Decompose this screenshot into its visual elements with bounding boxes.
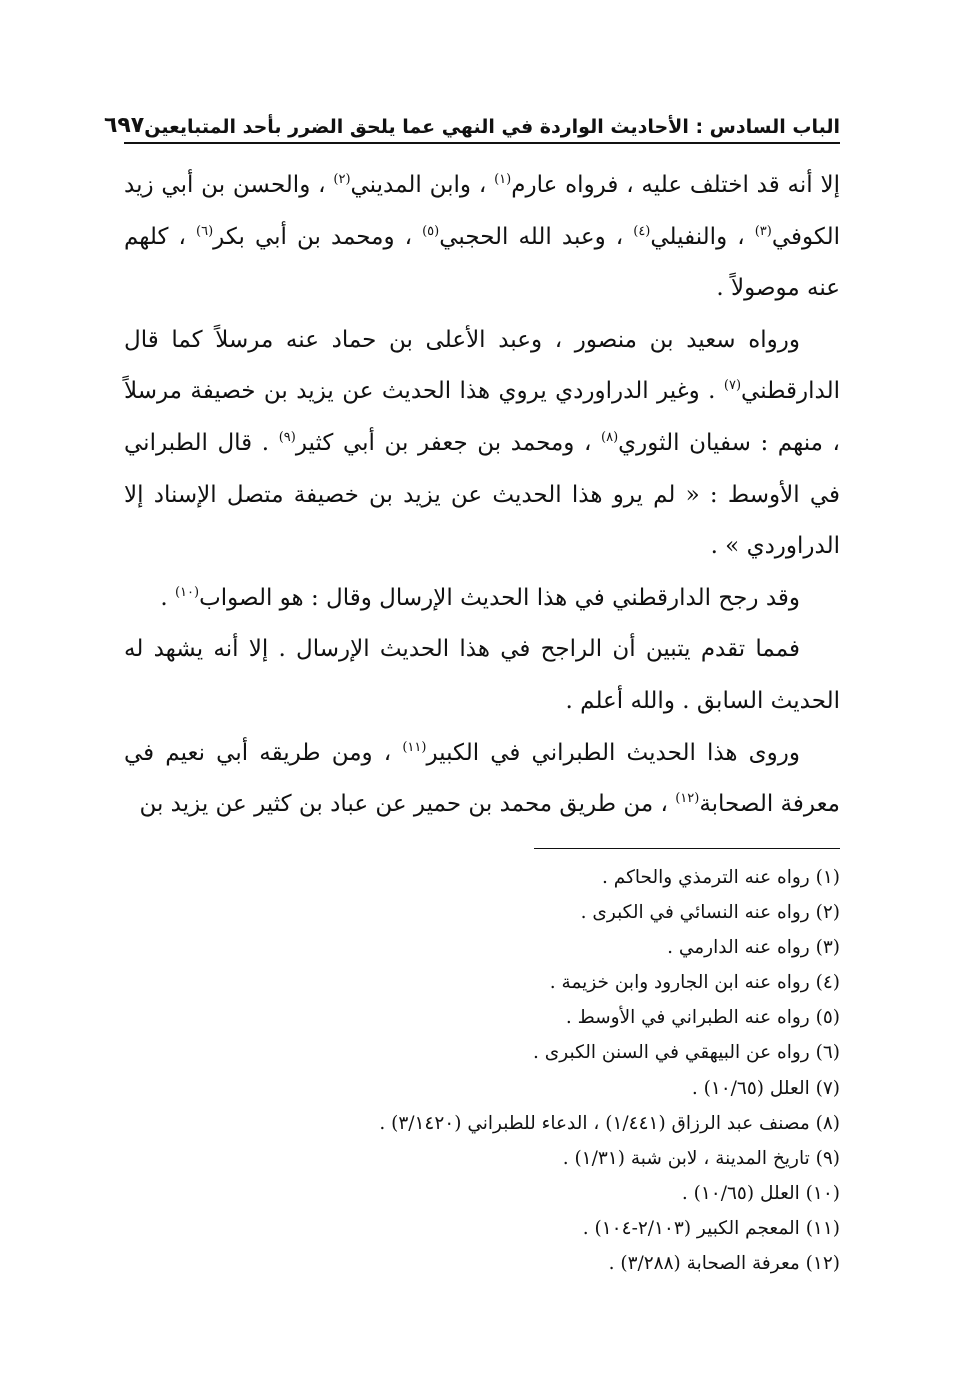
footnote-item: (٧) العلل (١٠/٦٥) . <box>691 1077 840 1099</box>
footnote-ref-8: (٨) <box>601 429 619 445</box>
text-run: ورواه سعيد بن منصور ، وعبد الأعلى بن حماد عنه مرسلاً كما قال الدارقطني <box>124 326 840 405</box>
text-run: ، وعبد الله الحجبي <box>439 223 634 250</box>
paragraph-5 <box>124 728 840 831</box>
text-run: ، ومن طريقه أبي نعيم في معرفة الصحابة <box>124 739 840 818</box>
text-run: إلا أنه قد اختلف عليه ، فرواه عارم <box>511 172 840 198</box>
footnote-item: (٢) رواه عنه النسائي في الكبرى . <box>580 902 840 924</box>
page-number: ٦٩٧ <box>103 113 145 138</box>
footnote-separator <box>534 848 840 849</box>
footnote-ref-7: (٧) <box>723 378 742 394</box>
footnote-ref-5: (٥) <box>422 223 440 239</box>
text-run: ، ومحمد بن أبي بكر <box>213 223 423 250</box>
footnote-ref-1: (١) <box>494 172 512 187</box>
footnote-ref-11: (١١) <box>402 739 427 755</box>
paragraph-2 <box>124 315 840 573</box>
text-run: ، والنفيلي <box>650 223 755 250</box>
footnotes-list <box>124 860 840 1281</box>
footnote-item: (٥) رواه عنه الطبراني في الأوسط . <box>565 1007 840 1029</box>
text-run: ، من طريق محمد بن حمير عن عباد بن كثير عن يزيد بن <box>139 791 676 818</box>
running-header <box>103 104 840 144</box>
footnote-item: (٨) مصنف عبد الرزاق (١/٤٤١) ، الدعاء للطبراني (٣/١٤٢٠) . <box>379 1112 840 1134</box>
chapter-title: الباب السادس : الأحاديث الواردة في النهي عما يلحق الضرر بأحد المتبايعين <box>144 116 840 138</box>
paragraph-3 <box>124 573 840 625</box>
text-run: ، والحسن بن أبي زيد الكوفي <box>124 172 840 250</box>
text-run: . <box>160 584 175 611</box>
footnote-item: (١٢) معرفة الصحابة (٣/٢٨٨) . <box>608 1253 840 1275</box>
text-run: ، كلهم عنه موصولاً . <box>124 223 840 302</box>
text-run: ، ومحمد بن جعفر بن أبي كثير <box>295 429 602 456</box>
footnote-item: (٤) رواه عنه ابن الجارود وابن خزيمة . <box>549 972 840 994</box>
footnote-item: (١٠) العلل (١٠/٦٥) . <box>681 1182 840 1204</box>
main-text <box>124 160 840 831</box>
footnote-ref-9: (٩) <box>278 429 296 445</box>
paragraph-1 <box>124 160 840 315</box>
footnote-item: (١) رواه عنه الترمذي والحاكم . <box>602 867 840 888</box>
footnote-ref-4: (٤) <box>633 223 651 239</box>
text-run: . قال الطبراني في الأوسط : « لم يرو هذا الحديث عن يزيد بن خصيفة متصل الإسناد إلا الدراوردي » . <box>124 429 840 560</box>
footnote-ref-3: (٣) <box>754 223 772 239</box>
text-run: ، وابن المديني <box>350 172 495 198</box>
text-run: وروى هذا الحديث الطبراني في الكبير <box>426 739 800 766</box>
footnote-item: (٣) رواه عنه الدارمي . <box>667 937 840 959</box>
footnote-item: (٦) رواه عن البيهقي في السنن الكبرى . <box>533 1042 840 1064</box>
footnote-ref-6: (٦) <box>196 223 214 239</box>
text-run: فمما تقدم يتبين أن الراجح في هذا الحديث الإرسال . إلا أنه يشهد له الحديث السابق . والله أعلم . <box>124 636 840 714</box>
footnote-item: (١١) المعجم الكبير (٢/١٠٣-١٠٤) . <box>582 1217 840 1239</box>
footnote-ref-10: (١٠) <box>174 584 200 600</box>
footnote-ref-2: (٢) <box>333 172 351 187</box>
text-run: . وغير الدراوردي يروي هذا الحديث عن يزيد بن خصيفة مرسلاً ، منهم : سفيان الثوري <box>124 378 840 456</box>
text-run: وقد رجح الدارقطني في هذا الحديث الإرسال وقال : هو الصواب <box>199 584 800 611</box>
paragraph-4 <box>124 624 840 727</box>
footnote-item: (٩) تاريخ المدينة ، لابن شبة (١/٣١) . <box>562 1147 840 1169</box>
footnote-ref-12: (١٢) <box>675 791 700 807</box>
